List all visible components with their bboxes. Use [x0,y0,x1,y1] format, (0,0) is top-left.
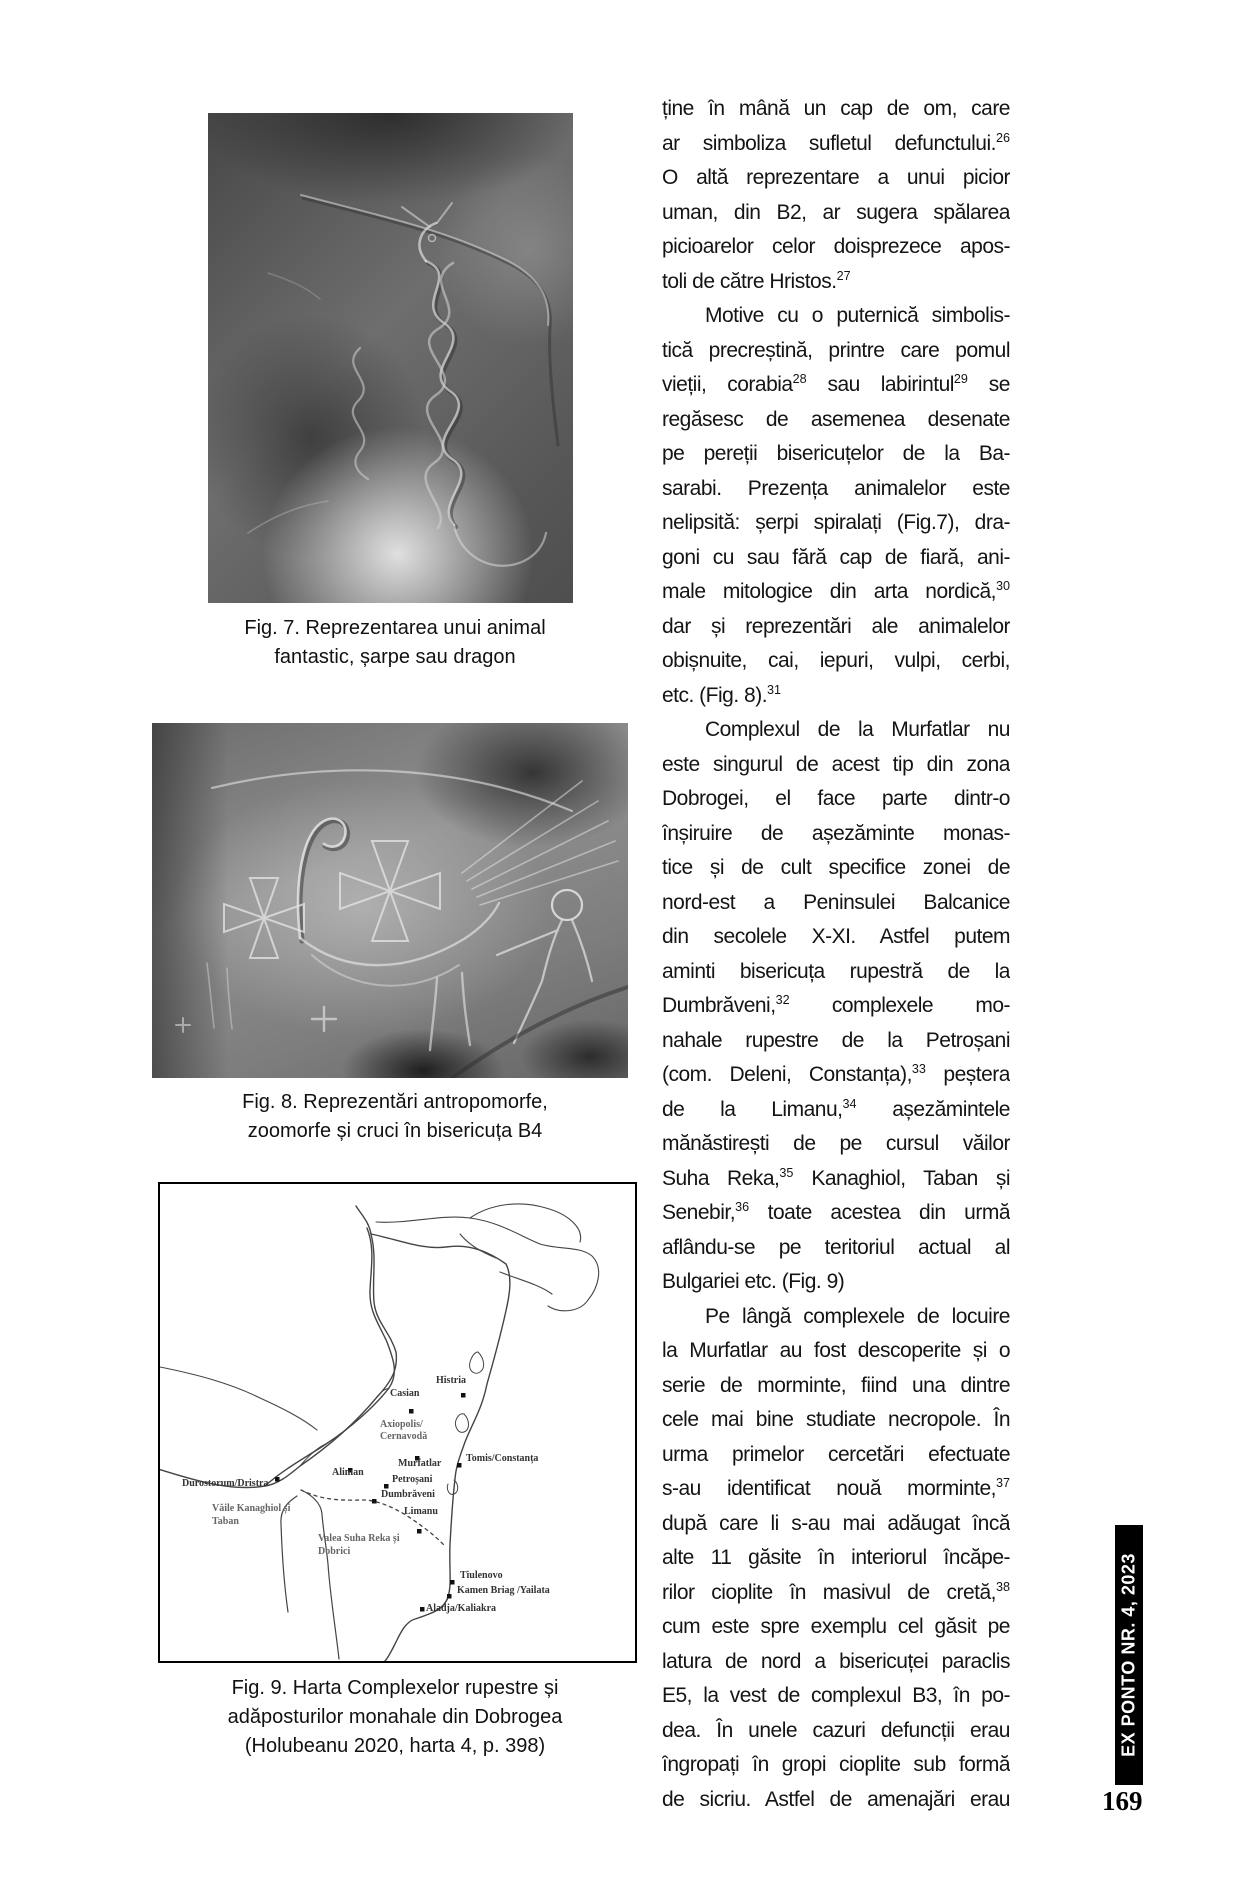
map-label: Taban [212,1516,239,1527]
footnote-ref: 31 [767,682,782,697]
text-line: toli de către Hristos.$^{27}$ [662,268,851,293]
text-line: sarabi. Prezența animalelor este [662,476,1010,500]
text-line: pe pereții bisericuțelor de la Ba- [662,442,1010,465]
text-line: înșiruire de așezăminte monas- [662,821,1010,845]
text-line: cum este spre exemplu cel găsit pe [662,1615,1010,1638]
text-line: etc. (Fig. 8).$^{31}$ [662,682,782,707]
text-line: ar simboliza sufletul defunctului.$^{26}$ [662,130,1010,155]
article-text-column [662,92,1010,1817]
map-tributary-south [301,1490,339,1659]
text-line: Motive cu o puternică simbolis- [705,304,1010,327]
text-line: mănăstirești de pe cursul văilor [662,1132,1010,1155]
map-site-markers [275,1393,466,1612]
text-line: Bulgariei etc. (Fig. 9) [662,1270,845,1293]
text-line: tică precreștină, printre care pomul [662,338,1010,362]
map-lagoons [447,1352,483,1494]
text-line: la Murfatlar au fost descoperite și o [662,1339,1010,1362]
text-line: nord-est a Peninsulei Balcanice [662,890,1010,914]
journal-sidebar-banner [1115,1525,1143,1785]
figure7-carving-art [208,113,573,603]
text-line: aflându-se pe teritoriul actual al [662,1235,1010,1259]
footnote-ref: 29 [953,372,968,386]
footnote-ref: 27 [836,268,851,283]
text-line: O altă reprezentare a unui picior [662,166,1010,189]
map-label: Valea Suha Reka și [318,1533,400,1544]
map-label: Histria [436,1375,466,1386]
footnote-ref: 35 [779,1165,794,1180]
figure8-photo [152,723,628,1078]
text-line: alte 11 găsite în interiorul încăpe- [662,1546,1010,1569]
text-line: uman, din B2, ar sugera spălarea [662,200,1010,224]
text-line: nahale rupestre de la Petroșani [662,1028,1010,1052]
map-delta-channels [376,1204,599,1311]
text-line: dar și reprezentări ale animalelor [662,614,1010,638]
caption-line: fantastic, șarpe sau dragon [274,646,516,668]
caption-line: zoomorfe și cruci în bisericuța B4 [247,1120,543,1142]
text-line: E5, la vest de complexul B3, în po- [662,1684,1010,1707]
footnote-ref: 33 [911,1062,926,1076]
map-label: Aladja/Kaliakra [426,1603,497,1614]
map-label: Cernavodă [380,1431,428,1442]
text-line: din secolele X-XI. Astfel putem [662,925,1010,948]
caption-line: Fig. 8. Reprezentări antropomorfe, [242,1091,548,1113]
text-line: îngropați în gropi cioplite sub formă [662,1753,1010,1776]
map-label: Kamen Briag /Yailata [457,1585,550,1596]
text-line: este singurul de acest tip din zona [662,752,1010,776]
footnote-ref: 34 [842,1096,857,1111]
journal-sidebar-label: EX PONTO NR. 4, 2023 [1118,1553,1139,1757]
footnote-ref: 32 [775,993,790,1007]
map-label: Aliman [332,1467,364,1478]
text-line: nelipsită: șerpi spiralați (Fig.7), dra- [662,511,1010,534]
footnote-ref: 26 [995,130,1010,145]
footnote-ref: 28 [792,372,807,386]
text-line: Suha Reka,$^{35}$ Kanaghiol, Taban și [662,1165,1010,1190]
map-label: Petroșani [392,1474,433,1485]
text-line: Complexul de la Murfatlar nu [705,718,1010,741]
map-label: Tiulenovo [460,1570,503,1581]
text-line: (com. Deleni, Constanța),$^{33}$ peștera [662,1062,1010,1086]
caption-line: Fig. 7. Reprezentarea unui animal [244,617,546,639]
text-line: tice și de cult specifice zonei de [662,856,1010,879]
text-line: obișnuite, cai, iepuri, vulpi, cerbi, [662,649,1010,672]
text-line: după care li s-au mai adăugat încă [662,1511,1010,1535]
footnote-ref: 38 [995,1579,1010,1594]
text-line: dea. În unele cazuri defuncții erau [662,1718,1010,1742]
figure8-caption [180,1088,610,1146]
figure9-caption [180,1674,610,1761]
text-line: regăsesc de asemenea desenate [662,407,1010,431]
map-label: Dumbrăveni [381,1489,435,1500]
footnote-ref: 36 [735,1200,750,1214]
page-number: 169 [1102,1786,1143,1816]
map-label: Tomis/Constanța [466,1453,539,1464]
figure7-photo [208,113,573,603]
map-label: Limanu [404,1506,438,1517]
text-line: aminti bisericuța rupestră de la [662,959,1010,983]
text-line: cele mai bine studiate necropole. În [662,1408,1010,1431]
text-line: ține în mână un cap de om, care [662,97,1010,120]
text-line: Senebir,$^{36}$ toate acestea din urmă [662,1200,1010,1224]
map-label: Dobrici [318,1546,351,1557]
map-label: Durostorum/Dristra [182,1478,269,1489]
map-label: Văile Kanaghiol și [212,1503,291,1514]
text-line: urma primelor cercetări efectuate [662,1442,1010,1466]
caption-line: Fig. 9. Harta Complexelor rupestre și [231,1677,559,1699]
map-west-stream [160,1367,317,1430]
text-line: male mitologice din arta nordică,$^{30}$ [662,579,1010,603]
caption-line: adăposturilor monahale din Dobrogea [227,1706,563,1728]
text-line: s-au identificat nouă morminte,$^{37}$ [662,1476,1010,1500]
text-line: serie de morminte, fiind una dintre [662,1373,1010,1397]
figure8-carving-art [152,723,628,1078]
text-line: picioarelor celor doisprezece apos- [662,235,1010,258]
map-river-danube [160,1206,396,1488]
map-label: Murfatlar [398,1458,442,1469]
caption-line: (Holubeanu 2020, harta 4, p. 398) [244,1735,546,1757]
text-line: de sicriu. Astfel de amenajări erau [662,1787,1010,1811]
text-line: Dumbrăveni,$^{32}$ complexele mo- [662,993,1010,1017]
text-line: de la Limanu,$^{34}$ așezămintele [662,1096,1010,1121]
figure9-map [158,1182,637,1663]
map-label: Casian [390,1388,420,1399]
footnote-ref: 37 [995,1476,1010,1490]
text-line: Dobrogei, el face parte dintr-o [662,787,1010,810]
figure7-caption [180,614,610,672]
text-line: Pe lângă complexele de locuire [705,1304,1010,1328]
map-label: Axiopolis/ [380,1419,423,1430]
map-river-danube-branch [265,1228,394,1486]
text-line: vieții, corabia$^{28}$ sau labirintul$^{29}$ se [662,372,1010,396]
text-line: goni cu sau fără cap de fiară, ani- [662,545,1010,569]
text-line: rilor cioplite în masivul de cretă,$^{38}$ [662,1579,1010,1604]
footnote-ref: 30 [995,579,1010,593]
text-line: latura de nord a bisericuței paraclis [662,1649,1010,1673]
map-delta [371,1234,510,1306]
